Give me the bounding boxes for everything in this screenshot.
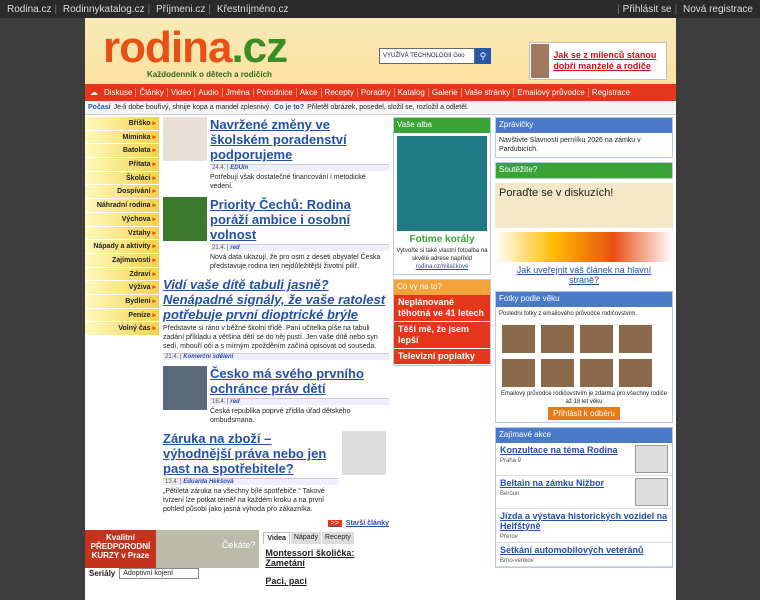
article — [163, 366, 389, 425]
contest-box — [495, 162, 673, 179]
events-box — [495, 427, 673, 568]
event-thumb[interactable] — [635, 478, 668, 506]
tab-recepty[interactable]: Recepty — [322, 532, 354, 544]
article-title[interactable]: Česko má svého prvního ochránce práv dětí — [210, 366, 364, 396]
cvt-item[interactable]: Těší mě, že jsem lepší — [394, 322, 490, 349]
article — [163, 117, 389, 191]
event-item — [496, 443, 672, 476]
category-item[interactable]: Výchova ▸ — [85, 213, 159, 227]
video-title-1[interactable]: Montessori školička: Zametání — [265, 548, 355, 568]
album-text: Vytvořte si také vlastní fotoalba na skvělé adrese napříkld rodina.cz/miláčkové — [396, 248, 488, 270]
photo-thumb[interactable] — [502, 359, 535, 387]
expect-ad[interactable]: Čekáte? — [156, 530, 259, 568]
search-icon: ⚲ — [479, 51, 487, 61]
event-place: Beroun — [500, 491, 520, 497]
album-box — [393, 117, 491, 275]
article — [163, 431, 389, 514]
category-item[interactable]: Batolata ▸ — [85, 144, 159, 158]
photo-thumb[interactable] — [619, 325, 652, 353]
site-logo[interactable]: rodina.cz — [103, 23, 288, 72]
menu-akce[interactable]: Akce — [297, 88, 322, 97]
event-title[interactable]: Konzultace na téma Rodina — [500, 445, 618, 455]
middle-column — [393, 117, 491, 572]
article-title[interactable]: Navržené změny ve školském poradenství podporujeme — [210, 117, 347, 162]
category-item[interactable]: Volný čas ▸ — [85, 322, 159, 336]
article-image[interactable] — [163, 117, 207, 161]
article — [163, 277, 389, 360]
photos-box — [495, 291, 673, 423]
header-ad[interactable] — [529, 42, 667, 80]
menu-audio[interactable]: Audio — [195, 88, 222, 97]
album-link[interactable]: rodina.cz/miláčkové — [415, 264, 469, 270]
category-item[interactable]: Přítata ▸ — [85, 158, 159, 172]
photo-thumb[interactable] — [580, 325, 613, 353]
article-image[interactable] — [163, 197, 207, 241]
menu-poradny[interactable]: Poradny — [358, 88, 395, 97]
category-item[interactable]: Zajímavosti ▸ — [85, 254, 159, 268]
photo-thumb[interactable] — [580, 359, 613, 387]
menu-galerie[interactable]: Galerie — [429, 88, 462, 97]
article-meta: 16.4. | red — [210, 398, 389, 405]
category-item[interactable]: Náhradní rodina ▸ — [85, 199, 159, 213]
photos-text: Poslední fotky z emailového průvodce rodičovstvím. — [499, 311, 638, 317]
login-link[interactable]: Přihlásit se — [622, 3, 672, 15]
article-meta: 24.4. | EDUin — [210, 164, 389, 171]
top-bar — [0, 0, 760, 18]
event-place: Brno-venkov — [500, 558, 534, 564]
photo-grid — [496, 322, 672, 390]
category-item[interactable]: Bydlení ▸ — [85, 295, 159, 309]
discussion-banner[interactable]: Poraďte se v diskuzích! — [495, 183, 673, 228]
arrow-icon: >> — [328, 520, 342, 527]
pencil-banner — [495, 232, 673, 262]
photos-header: Fotky podle věku — [496, 292, 672, 307]
article-title[interactable]: Vidí vaše dítě tabuli jasně? Nenápadné signály, že vaše ratolest potřebuje první dioptrické brýle — [163, 277, 386, 322]
menu-porodnice[interactable]: Porodnice — [254, 88, 297, 97]
articles-column — [159, 117, 389, 572]
subscribe-button[interactable]: Přihlásit k odběru — [548, 407, 620, 420]
header — [85, 18, 676, 84]
link-prijmeni[interactable]: Příjmeni.cz — [155, 3, 206, 15]
cvt-item[interactable]: Neplánované těhotná ve 41 letech — [394, 295, 490, 322]
ad-image — [531, 44, 549, 78]
photo-thumb[interactable] — [619, 359, 652, 387]
article-perex: Představte si ráno v běžné školní třídě. Paní učitelka píše na tabuli zadání příkladu a většina dětí se do něj pustí. Jen vaše dítě nebo syn sedí, mhouří oči a s mírným zpožděním začíná opisovat od souseda. — [163, 325, 378, 350]
menu-recepty[interactable]: Recepty — [322, 88, 358, 97]
tagline: Každodenník o dětech a rodičích — [147, 70, 272, 79]
event-item — [496, 509, 672, 543]
media-tabs — [263, 532, 385, 544]
account-links: | Přihlásit se | Nová registrace — [617, 4, 756, 15]
search-button[interactable] — [475, 48, 491, 64]
ticker — [85, 101, 676, 115]
footer-strip — [85, 530, 385, 600]
page — [85, 18, 676, 600]
menu-vase-stranky[interactable]: Vaše stránky — [462, 88, 515, 97]
category-item[interactable]: Dospívání ▸ — [85, 185, 159, 199]
search — [379, 48, 491, 68]
contest-header[interactable]: Soutěžíte? — [496, 163, 672, 178]
category-item[interactable]: Vztahy ▸ — [85, 227, 159, 241]
article-image[interactable] — [342, 431, 386, 475]
ticker-label-weather[interactable]: Počasí — [88, 104, 111, 111]
article-meta: 21.4. | red — [210, 244, 389, 251]
cvt-box — [393, 279, 491, 366]
event-title[interactable]: Beltain na zámku Nižbor — [500, 478, 605, 488]
older-articles-link[interactable]: >> Starší články — [163, 520, 389, 527]
event-place: Přerov — [500, 534, 518, 540]
serials-label: Seriály — [89, 569, 116, 578]
event-item — [496, 476, 672, 509]
link-rodinnykatalog[interactable]: Rodinnykatalog.cz — [62, 3, 145, 15]
cvt-header: Co vy na to? — [394, 280, 490, 295]
event-title[interactable]: Setkání automobilových veteránů — [500, 545, 644, 555]
article-title[interactable]: Priority Čechů: Rodina poráží ambice i osobní volnost — [210, 197, 351, 242]
menu-registrace[interactable]: Registrace — [591, 88, 631, 97]
link-krestnijmeno[interactable]: Křestníjméno.cz — [216, 3, 289, 15]
album-caption[interactable]: Fotime korály — [409, 234, 475, 245]
right-column — [495, 117, 673, 572]
ticker-text-weather: Je-li dobe bouřivý, shnije kopa a mandel zplesnivý. — [113, 104, 272, 111]
article-title[interactable]: Záruka na zboží – výhodnější práva nebo jen past na spotřebitele? — [163, 431, 327, 476]
news-text[interactable]: Navštivte Slavnosti pernííku 2026 na zámku v Pardubicích. — [499, 137, 641, 153]
event-thumb[interactable] — [635, 445, 668, 473]
article-image[interactable] — [163, 366, 207, 410]
event-item — [496, 543, 672, 567]
subscribe-text: Emailový průvodce rodičovstvím je zdarma pro všechny rodiče až 18 let věku — [500, 391, 668, 405]
category-item[interactable]: Zdraví ▸ — [85, 268, 159, 282]
news-box — [495, 117, 673, 158]
category-item[interactable]: Peníze ▸ — [85, 309, 159, 323]
event-place: Praha 9 — [500, 458, 522, 464]
album-header: Vaše alba — [394, 118, 490, 133]
category-item[interactable]: Bříško ▸ — [85, 117, 159, 131]
tab-napady[interactable]: Nápady — [291, 532, 321, 544]
main-menu — [85, 84, 676, 101]
news-header: Zprávičky — [496, 118, 672, 133]
link-rodina[interactable]: Rodina.cz — [7, 3, 52, 15]
ticker-text-riddle: Přiletěl obrázek, posedel, složil se, rozložil a odletěl. — [307, 104, 469, 111]
tab-videa[interactable]: Videa — [263, 532, 290, 544]
cloud-icon: ☁ — [90, 88, 98, 97]
menu-jmena[interactable]: Jména — [223, 88, 254, 97]
category-item[interactable]: Výživa ▸ — [85, 281, 159, 295]
events-header: Zajímavé akce — [496, 428, 672, 443]
serial-select[interactable]: Adoptivní kojení — [119, 568, 199, 579]
search-input[interactable]: VYUŽÍVÁ TECHNOLOGII Goo — [379, 48, 475, 64]
category-item[interactable]: Nápady a aktivity ▸ — [85, 240, 159, 254]
content-columns — [85, 115, 676, 572]
publish-link[interactable]: Jak uveřejnit váš článek na hlavní straně? — [516, 265, 652, 285]
article-perex: Nová data ukazují, že pro osm z deseti obyvatel Česka představuje rodina ten nejdůležitější životní pilíř. — [210, 254, 381, 270]
album-image[interactable] — [397, 136, 487, 231]
menu-clanky[interactable]: Články — [136, 88, 167, 97]
category-item[interactable]: Miminka ▸ — [85, 131, 159, 145]
course-ad[interactable]: Kvalitní PŘEDPORODNÍ KURZY v Praze — [85, 530, 156, 568]
category-item[interactable]: Školáci ▸ — [85, 172, 159, 186]
article — [163, 197, 389, 271]
article-perex: Česká republika poprvé zřídila úřad dětského ombudsmana. — [210, 408, 351, 424]
photo-thumb[interactable] — [502, 325, 535, 353]
article-meta: 13.4. | Eduarda Hekšová — [163, 478, 339, 485]
event-title[interactable]: Jízda a výstava historických vozidel na Helfštýně — [500, 511, 668, 531]
photo-thumb[interactable] — [541, 359, 574, 387]
ticker-label-riddle[interactable]: Co je to? — [274, 104, 305, 111]
ad-text[interactable]: Jak se z milenců stanou dobří manželé a rodiče — [553, 50, 657, 71]
article-perex: „Pětiletá záruka na všechny bílé spotřebiče.“ Takové tvrzení lze potkat téměř na každém kroku a na první pohled působí jako jasná výhoda pro zákazníka. — [163, 488, 325, 513]
category-sidebar — [85, 117, 159, 572]
menu-video[interactable]: Video — [168, 88, 195, 97]
video-title-2[interactable]: Paci, paci — [265, 576, 307, 586]
register-link[interactable]: Nová registrace — [682, 3, 753, 15]
article-meta: 21.4. | Komerční sdělení — [163, 353, 389, 360]
menu-katalog[interactable]: Katalog — [395, 88, 429, 97]
photo-thumb[interactable] — [541, 325, 574, 353]
menu-emailovy-pruvodce[interactable]: Emailový průvodce — [514, 88, 589, 97]
network-links: Rodina.cz | Rodinnykatalog.cz | Příjmeni.cz | Křestníjméno.cz — [4, 4, 292, 15]
menu-diskuse[interactable]: Diskuse — [101, 88, 136, 97]
article-perex: Potřebují však dostatečné financování i metodické vedení. — [210, 174, 366, 190]
cvt-item[interactable]: Televizní poplatky — [394, 349, 490, 365]
